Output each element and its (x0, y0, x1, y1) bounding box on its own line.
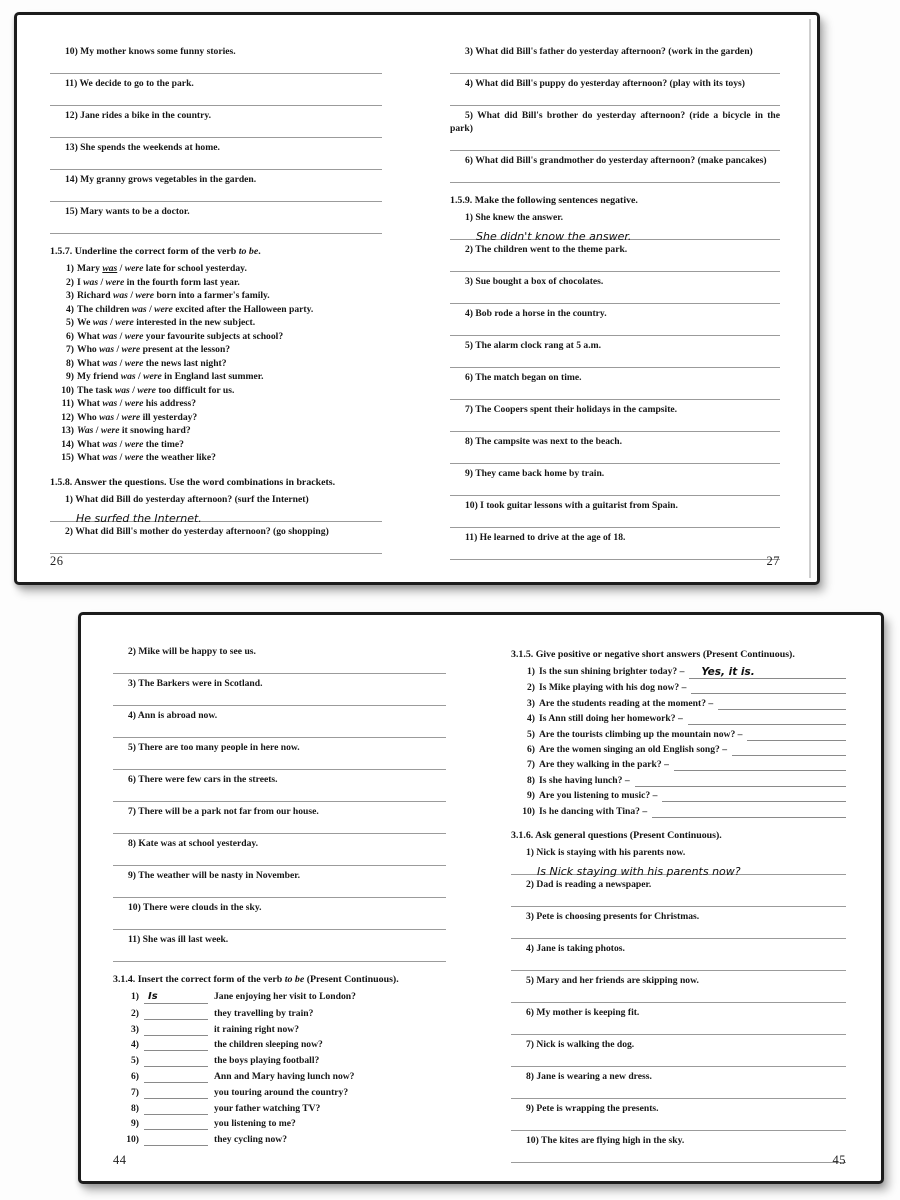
answer-blank (144, 1070, 208, 1083)
sentence-text: 1) She knew the answer. (465, 212, 563, 223)
answer-blank (144, 990, 208, 1004)
exercise-sentence-item (450, 467, 780, 496)
answer-blank (652, 805, 846, 818)
sentence-text: 12) Jane rides a bike in the country. (65, 110, 212, 121)
exercise-sentence-item (50, 493, 382, 525)
short-answer-item (511, 681, 846, 694)
sentence-text: 4) Bob rode a horse in the country. (465, 308, 607, 319)
choice-text: The children was / were excited after the Halloween party. (77, 303, 314, 315)
sentence-text: 3) What did Bill's father do yesterday afternoon? (work in the garden) (465, 46, 753, 57)
sentence-text: 10) My mother knows some funny stories. (65, 46, 236, 57)
choice-item (50, 384, 382, 398)
choice-text: My friend was / were in England last summer. (77, 371, 264, 382)
answer-blank-line (511, 891, 846, 907)
item-number: 5) (131, 1055, 139, 1067)
answer-blank-line (113, 882, 446, 898)
page-number: 27 (766, 554, 780, 568)
answer-blank (144, 1133, 208, 1146)
item-number: 13) (61, 425, 74, 436)
question-text: you touring around the country? (214, 1086, 349, 1098)
answer-blank-line (50, 58, 382, 74)
choice-item (50, 330, 382, 344)
answer-blank-line (450, 58, 780, 74)
exercise-sentence-item (450, 154, 780, 183)
page-27 (450, 15, 780, 582)
item-number: 5) (66, 317, 74, 328)
answer-blank-line (50, 506, 382, 525)
answer-blank (662, 789, 846, 802)
page-26-content (50, 15, 382, 554)
exercise-sentence-item (113, 869, 446, 898)
sentence-text: 11) We decide to go to the park. (65, 78, 194, 89)
exercise-sentence-item (113, 901, 446, 930)
question-text: the children sleeping now? (214, 1039, 323, 1051)
item-number: 1) (527, 666, 535, 677)
exercise-sentence-item (450, 339, 780, 368)
answer-blank-line (113, 754, 446, 770)
item-number: 10) (522, 805, 535, 817)
choice-text: Richard was / were born into a farmer's family. (77, 290, 270, 301)
exercise-sentence-item (450, 109, 780, 151)
exercise-sentence-item (50, 525, 382, 554)
answer-blank-line (450, 224, 780, 243)
answer-blank (144, 1038, 208, 1051)
answer-blank-line (113, 690, 446, 706)
exercise-sentence-item (450, 371, 780, 400)
exercise-sentence-item (511, 1102, 846, 1131)
exercise-sentence-item (50, 109, 382, 138)
page-44-content (113, 615, 446, 1146)
fill-blank-item (113, 990, 446, 1004)
choice-text: What was / were the time? (77, 438, 184, 450)
answer-blank-line (450, 135, 780, 151)
sentence-text: 6) My mother is keeping fit. (526, 1006, 640, 1018)
handwritten-answer: Is (148, 991, 158, 1002)
answer-blank (635, 774, 846, 787)
sentence-text: 11) He learned to drive at the age of 18. (465, 532, 626, 543)
exercise-sentence-item (511, 974, 846, 1003)
exercise-heading: 3.1.6. Ask general questions (Present Continuous). (511, 829, 722, 841)
exercise-sentence-item (450, 275, 780, 304)
item-number: 6) (131, 1070, 139, 1082)
item-number: 11) (61, 398, 74, 409)
question-text: Is Ann still doing her homework? – (539, 713, 683, 725)
exercise-sentence-item (50, 173, 382, 202)
answer-blank-line (450, 167, 780, 183)
exercise-sentence-item (113, 645, 446, 674)
book-spread-top (14, 12, 820, 585)
answer-blank-line (511, 859, 846, 878)
item-number: 9) (527, 790, 535, 802)
short-answer-item (511, 805, 846, 818)
choice-item (50, 424, 382, 438)
choice-text: What was / were his address? (77, 398, 196, 409)
item-number: 2) (66, 276, 74, 288)
question-text: Is she having lunch? – (539, 774, 630, 786)
answer-blank-line (113, 914, 446, 930)
item-number: 10) (126, 1134, 139, 1146)
choice-item (50, 262, 382, 276)
sentence-text: 10) The kites are flying high in the sky. (526, 1134, 685, 1146)
answer-blank-line (450, 480, 780, 496)
item-number: 7) (66, 344, 74, 355)
exercise-sentence-item (511, 878, 846, 907)
exercise-heading: 1.5.9. Make the following sentences negative. (450, 195, 638, 206)
answer-blank-line (50, 538, 382, 554)
fill-blank-item (113, 1102, 446, 1115)
question-text: Are the women singing an old English song? – (539, 743, 728, 755)
exercise-sentence-item (113, 741, 446, 770)
question-text: Jane enjoying her visit to London? (214, 991, 356, 1002)
exercise-sentence-item (113, 805, 446, 834)
answer-blank-line (113, 818, 446, 834)
choice-item (50, 303, 382, 317)
question-text: you listening to me? (214, 1118, 296, 1130)
question-text: Are they walking in the park? – (539, 759, 669, 771)
fill-blank-item (113, 1054, 446, 1067)
short-answer-item (511, 774, 846, 787)
item-number: 15) (61, 452, 74, 463)
exercise-sentence-item (511, 942, 846, 971)
question-text: they cycling now? (214, 1134, 288, 1146)
question-text: the boys playing football? (214, 1055, 320, 1067)
exercise-sentence-item (511, 1038, 846, 1067)
choice-item (50, 343, 382, 357)
answer-blank (747, 728, 846, 741)
sentence-text: 7) Nick is walking the dog. (526, 1038, 635, 1050)
handwritten-answer: He surfed the Internet. (76, 511, 202, 525)
answer-blank-line (50, 154, 382, 170)
item-number: 4) (527, 713, 535, 725)
sentence-text: 9) They came back home by train. (465, 468, 605, 479)
exercise-heading: 3.1.5. Give positive or negative short answers (Present Continuous). (511, 649, 795, 660)
choice-text: We was / were interested in the new subject. (77, 317, 256, 328)
question-text: your father watching TV? (214, 1102, 321, 1114)
choice-text: Who was / were present at the lesson? (77, 344, 231, 355)
answer-blank-line (450, 416, 780, 432)
choice-item (50, 357, 382, 371)
answer-blank-line (511, 955, 846, 971)
choice-item (50, 411, 382, 425)
sentence-text: 8) Kate was at school yesterday. (128, 838, 259, 849)
choice-item (50, 276, 382, 290)
sentence-text: 4) Ann is abroad now. (128, 710, 218, 721)
sentence-text: 2) What did Bill's mother do yesterday afternoon? (go shopping) (65, 525, 329, 537)
item-number: 4) (66, 303, 74, 315)
sentence-text: 1) Nick is staying with his parents now. (526, 846, 686, 858)
short-answer-item (511, 743, 846, 756)
item-number: 12) (61, 411, 74, 423)
item-number: 9) (66, 371, 74, 382)
answer-blank (144, 1007, 208, 1020)
exercise-sentence-item (50, 205, 382, 234)
sentence-text: 9) The weather will be nasty in November. (128, 870, 300, 881)
short-answer-item (511, 758, 846, 771)
question-text: Are the tourists climbing up the mountain now? – (539, 728, 743, 740)
short-answer-item (511, 728, 846, 741)
short-answer-item (511, 665, 846, 679)
handwritten-answer: Yes, it is. (701, 666, 755, 678)
answer-blank-line (450, 512, 780, 528)
fill-blank-item (113, 1086, 446, 1099)
sentence-text: 3) Pete is choosing presents for Christmas. (526, 910, 700, 922)
answer-blank-line (113, 850, 446, 866)
book-spread-bottom (78, 612, 884, 1184)
answer-blank (144, 1054, 208, 1067)
item-number: 8) (131, 1102, 139, 1114)
answer-blank-line (113, 658, 446, 674)
item-number: 4) (131, 1039, 139, 1051)
answer-blank-line (511, 1147, 846, 1163)
short-answer-item (511, 712, 846, 725)
choice-item (50, 451, 382, 465)
page-44 (113, 615, 446, 1181)
item-number: 7) (527, 759, 535, 771)
choice-text: I was / were in the fourth form last year. (77, 276, 240, 288)
sentence-text: 8) Jane is wearing a new dress. (526, 1070, 652, 1082)
answer-blank-line (50, 186, 382, 202)
question-text: it raining right now? (214, 1023, 300, 1035)
item-number: 1) (131, 991, 139, 1002)
sentence-text: 3) The Barkers were in Scotland. (128, 678, 263, 689)
exercise-heading: 3.1.4. Insert the correct form of the verb to be (Present Continuous). (113, 974, 399, 985)
exercise-sentence-item (113, 677, 446, 706)
answer-blank-line (450, 384, 780, 400)
choice-item (50, 397, 382, 411)
question-text: Are you listening to music? – (539, 790, 658, 802)
exercise-sentence-item (450, 307, 780, 336)
choice-text: What was / were your favourite subjects at school? (77, 330, 284, 342)
answer-blank-line (511, 1051, 846, 1067)
question-text: Is he dancing with Tina? – (539, 805, 648, 817)
sentence-text: 2) Dad is reading a newspaper. (526, 878, 652, 890)
item-number: 6) (66, 330, 74, 342)
item-number: 9) (131, 1118, 139, 1130)
item-number: 10) (61, 384, 74, 396)
choice-text: Was / were it snowing hard? (77, 425, 191, 436)
fill-blank-item (113, 1133, 446, 1146)
exercise-sentence-item (511, 1134, 846, 1163)
exercise-sentence-item (511, 1006, 846, 1035)
answer-blank-line (511, 1019, 846, 1035)
exercise-sentence-item (450, 403, 780, 432)
answer-blank-line (511, 987, 846, 1003)
item-number: 5) (527, 728, 535, 740)
answer-blank (718, 697, 846, 710)
sentence-text: 2) Mike will be happy to see us. (128, 646, 256, 657)
exercise-heading: 1.5.7. Underline the correct form of the verb to be. (50, 246, 261, 257)
answer-blank-line (113, 722, 446, 738)
exercise-sentence-item (113, 709, 446, 738)
question-text: Is the sun shining brighter today? – (539, 666, 685, 677)
answer-blank-line (450, 448, 780, 464)
choice-text: The task was / were too difficult for us. (77, 384, 235, 396)
item-number: 3) (527, 697, 535, 709)
item-number: 8) (527, 774, 535, 786)
answer-blank-line (511, 1115, 846, 1131)
exercise-sentence-item (511, 910, 846, 939)
fill-blank-item (113, 1070, 446, 1083)
sentence-text: 13) She spends the weekends at home. (65, 142, 220, 153)
answer-blank (674, 758, 846, 771)
exercise-sentence-item (450, 499, 780, 528)
answer-blank-line (113, 786, 446, 802)
handwritten-answer: Is Nick staying with his parents now? (537, 864, 741, 878)
short-answer-item (511, 789, 846, 802)
exercise-sentence-item (113, 773, 446, 802)
exercise-sentence-item (450, 531, 780, 560)
sentence-text: 6) There were few cars in the streets. (128, 774, 278, 785)
answer-blank-line (50, 90, 382, 106)
item-number: 6) (527, 743, 535, 755)
answer-blank-line (450, 288, 780, 304)
exercise-sentence-item (450, 45, 780, 74)
sentence-text: 9) Pete is wrapping the presents. (526, 1102, 659, 1114)
sentence-text: 5) There are too many people in here now. (128, 742, 300, 753)
item-number: 14) (61, 438, 74, 450)
sentence-text: 10) There were clouds in the sky. (128, 902, 262, 913)
sentence-text: 1) What did Bill do yesterday afternoon? (surf the Internet) (65, 493, 309, 505)
handwritten-answer: She didn't know the answer. (476, 230, 632, 243)
sentence-text: 6) What did Bill's grandmother do yesterday afternoon? (make pancakes) (465, 155, 767, 166)
choice-text: What was / were the news last night? (77, 357, 227, 369)
answer-blank-line (450, 544, 780, 560)
page-number: 45 (832, 1153, 846, 1167)
choice-text: Mary was / were late for school yesterday. (77, 263, 247, 274)
question-text: they travelling by train? (214, 1007, 314, 1019)
sentence-text: 6) The match began on time. (465, 372, 582, 383)
exercise-heading: 1.5.8. Answer the questions. Use the word combinations in brackets. (50, 476, 336, 488)
sentence-text: 5) The alarm clock rang at 5 a.m. (465, 340, 601, 351)
short-answer-item (511, 697, 846, 710)
scanned-page-edge-line (809, 19, 811, 578)
choice-text: What was / were the weather like? (77, 452, 216, 463)
answer-blank-line (113, 946, 446, 962)
sentence-text: 3) Sue bought a box of chocolates. (465, 276, 604, 287)
fill-blank-item (113, 1038, 446, 1051)
page-27-content (450, 15, 780, 560)
exercise-sentence-item (450, 243, 780, 272)
question-text: Is Mike playing with his dog now? – (539, 682, 687, 694)
choice-item (50, 289, 382, 303)
answer-blank-line (450, 256, 780, 272)
sentence-text: 14) My granny grows vegetables in the garden. (65, 174, 257, 185)
sentence-text: 4) Jane is taking photos. (526, 942, 625, 954)
choice-item (50, 438, 382, 452)
item-number: 3) (66, 290, 74, 301)
choice-item (50, 316, 382, 330)
fill-blank-item (113, 1007, 446, 1020)
exercise-sentence-item (50, 45, 382, 74)
answer-blank (688, 712, 846, 725)
page-26 (50, 15, 382, 582)
sentence-text: 8) The campsite was next to the beach. (465, 436, 623, 447)
answer-blank (732, 743, 846, 756)
item-number: 2) (131, 1007, 139, 1019)
sentence-text: 10) I took guitar lessons with a guitarist from Spain. (465, 500, 678, 511)
answer-blank (144, 1086, 208, 1099)
fill-blank-item (113, 1023, 446, 1036)
item-number: 3) (131, 1023, 139, 1035)
sentence-text: 7) There will be a park not far from our house. (128, 806, 319, 817)
sentence-text: 2) The children went to the theme park. (465, 244, 628, 255)
sentence-text: 11) She was ill last week. (128, 934, 229, 945)
sentence-text: 15) Mary wants to be a doctor. (65, 206, 190, 217)
item-number: 1) (66, 263, 74, 274)
answer-blank-line (511, 923, 846, 939)
exercise-sentence-item (450, 211, 780, 243)
answer-blank-line (511, 1083, 846, 1099)
answer-blank (144, 1117, 208, 1130)
answer-blank-line (450, 90, 780, 106)
exercise-sentence-item (50, 141, 382, 170)
question-text: Are the students reading at the moment? – (539, 697, 714, 709)
sentence-text: 5) Mary and her friends are skipping now. (526, 974, 699, 986)
page-number: 44 (113, 1153, 127, 1167)
answer-blank (691, 681, 846, 694)
answer-blank (144, 1023, 208, 1036)
answer-blank-line (450, 352, 780, 368)
page-45 (511, 615, 846, 1181)
exercise-sentence-item (511, 1070, 846, 1099)
answer-blank-line (50, 218, 382, 234)
choice-text: Who was / were ill yesterday? (77, 411, 198, 423)
page-number: 26 (50, 554, 64, 568)
sentence-text: 7) The Coopers spent their holidays in the campsite. (465, 404, 678, 415)
item-number: 7) (131, 1086, 139, 1098)
item-number: 2) (527, 682, 535, 694)
answer-blank (689, 665, 846, 679)
answer-blank-line (450, 320, 780, 336)
exercise-sentence-item (113, 933, 446, 962)
sentence-text: 4) What did Bill's puppy do yesterday afternoon? (play with its toys) (465, 78, 745, 89)
exercise-sentence-item (450, 77, 780, 106)
page-45-content (511, 615, 846, 1163)
item-number: 8) (66, 357, 74, 369)
exercise-sentence-item (450, 435, 780, 464)
answer-blank-line (50, 122, 382, 138)
question-text: Ann and Mary having lunch now? (214, 1070, 355, 1082)
exercise-sentence-item (511, 846, 846, 878)
answer-blank (144, 1102, 208, 1115)
fill-blank-item (113, 1117, 446, 1130)
exercise-sentence-item (50, 77, 382, 106)
sentence-text: 5) What did Bill's brother do yesterday afternoon? (ride a bicycle in the park) (450, 110, 780, 134)
exercise-sentence-item (113, 837, 446, 866)
choice-item (50, 370, 382, 384)
